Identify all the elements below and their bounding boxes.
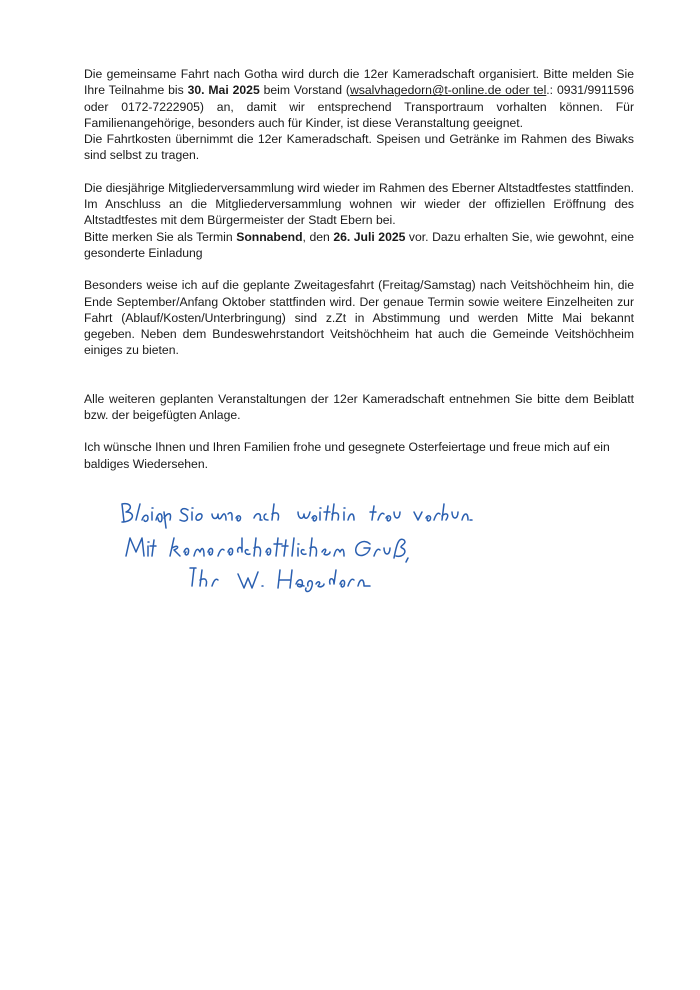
registration-deadline: 30. Mai 2025 xyxy=(187,83,260,98)
paragraph-text: vor. Dazu erhalten Sie, wie gewohnt, eine gesonderte Einladung xyxy=(84,229,634,260)
handwritten-signature xyxy=(108,490,480,594)
paragraph-general-meeting xyxy=(84,180,634,261)
paragraph-easter-greetings: Ich wünsche Ihnen und Ihren Familien frohe und gesegnete Osterfeiertage und freue mich auf ein baldiges Wiedersehen. xyxy=(84,440,610,471)
paragraph-further-events: Alle weiteren geplanten Veranstaltungen der 12er Kameradschaft entnehmen Sie bitte dem Beiblatt bzw. der beigefügten Anlage. xyxy=(84,391,634,423)
meeting-day: Sonnabend xyxy=(236,229,303,244)
paragraph-text: Bitte merken Sie als Termin xyxy=(84,229,237,244)
paragraph-text: .: 0931/9911596 oder 0172-7222905) an, damit wir entsprechend Transportraum vorhalten können. Für Familienangehörige, besonders auch für Kinder, ist diese Veranstaltung geeignet. xyxy=(84,83,634,130)
paragraph-text: Die gemeinsame Fahrt nach Gotha wird durch die 12er Kameradschaft organisiert. Bitte melden Sie Ihre Teilnahme bis xyxy=(84,67,634,98)
meeting-date: 26. Juli 2025 xyxy=(333,229,406,244)
paragraph-text: , den xyxy=(302,229,334,244)
paragraph-text: Die Fahrtkosten übernimmt die 12er Kameradschaft. Speisen und Getränke im Rahmen des Biwaks sind selbst zu tragen. xyxy=(84,132,634,163)
paragraph-two-day-trip: Besonders weise ich auf die geplante Zweitagesfahrt (Freitag/Samstag) nach Veitshöchheim hin, die Ende September/Anfang Oktober stattfinden wird. Der genaue Termin sowie weitere Einzelheiten zur Fahrt (Ablauf/Kosten/Unterbringung) sind z.Zt in Abstimmung und werden Mitte Mai bekannt gegeben. Neben dem Bundeswehrstandort Veitshöchheim hat auch die Gemeinde Veitshöchheim einiges zu bieten. xyxy=(84,278,634,358)
paragraph-text: Die diesjährige Mitgliederversammlung wird wieder im Rahmen des Eberner Altstadtfestes stattfinden. Im Anschluss an die Mitgliederversammlung wohnen wir wieder der offiziellen Eröffnung des Altstadtfestes mit dem Bürgermeister der Stadt Ebern bei. xyxy=(84,180,634,228)
paragraph-gotha-trip xyxy=(84,66,634,164)
paragraph-text: beim Vorstand ( xyxy=(259,83,350,98)
letter-body xyxy=(84,66,634,472)
contact-email-link[interactable]: wsalvhagedorn@t-online.de oder tel xyxy=(349,83,547,98)
